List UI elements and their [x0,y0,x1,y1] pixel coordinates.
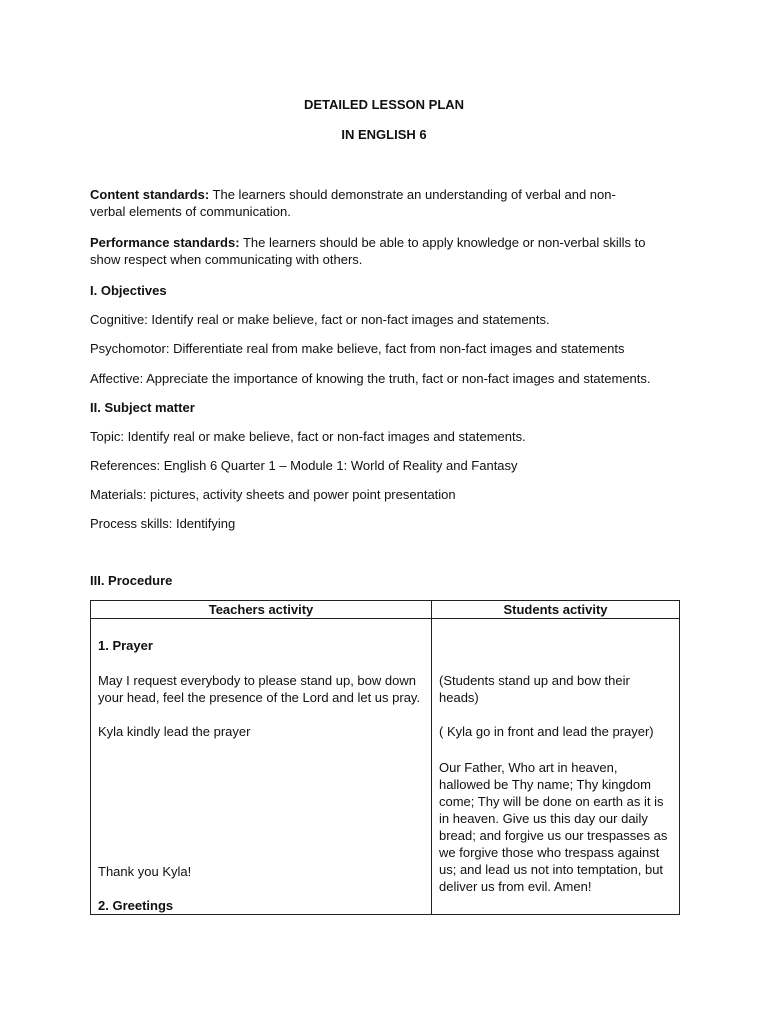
greetings-heading: 2. Greetings [98,898,174,913]
procedure-table-row [91,619,680,915]
objectives-heading: I. Objectives [90,283,167,298]
teachers-activity-header: Teachers activity [91,601,432,619]
lead-prayer-instruction: Kyla kindly lead the prayer [98,724,251,739]
performance-standards-text: The learners should be able to apply knowledge or non-verbal skills to show respect when communicating with others. [90,235,646,267]
students-activity-header: Students activity [432,601,680,619]
prayer-heading: 1. Prayer [98,638,153,653]
subject-materials: Materials: pictures, activity sheets and power point presentation [90,487,456,502]
content-standards-text: The learners should demonstrate an understanding of verbal and non-verbal elements of communication. [90,187,616,219]
teachers-activity-cell [91,619,432,915]
lords-prayer-text: Our Father, Who art in heaven, hallowed be Thy name; Thy kingdom come; Thy will be done on earth as it is in heaven. Give us this day our daily bread; and forgive us our trespasses as we forgive those who trespass against us; and lead us not into temptation, but deliver us from evil. Amen! [439,760,668,894]
procedure-heading: III. Procedure [90,573,173,588]
objective-affective: Affective: Appreciate the importance of knowing the truth, fact or non-fact images and statements. [90,371,651,386]
students-stand-up: (Students stand up and bow their heads) [439,673,630,705]
subject-topic: Topic: Identify real or make believe, fact or non-fact images and statements. [90,429,526,444]
objective-psychomotor: Psychomotor: Differentiate real from make believe, fact from non-fact images and statements [90,341,625,356]
content-standards [90,186,650,220]
content-standards-label: Content standards: [90,187,210,202]
procedure-table [90,600,680,915]
prayer-request: May I request everybody to please stand up, bow down your head, feel the presence of the Lord and let us pray. [98,673,421,705]
students-activity-cell [432,619,680,915]
subject-process-skills: Process skills: Identifying [90,516,236,531]
procedure-table-header-row [91,601,680,619]
kyla-leads-prayer: ( Kyla go in front and lead the prayer) [439,724,654,739]
performance-standards-label: Performance standards: [90,235,240,250]
document-subtitle: IN ENGLISH 6 [341,127,427,142]
objective-cognitive: Cognitive: Identify real or make believe, fact or non-fact images and statements. [90,312,550,327]
performance-standards [90,234,670,268]
subject-matter-heading: II. Subject matter [90,400,195,415]
document-title: DETAILED LESSON PLAN [303,97,465,112]
thank-you-text: Thank you Kyla! [98,864,192,879]
subject-references: References: English 6 Quarter 1 – Module 1: World of Reality and Fantasy [90,458,518,473]
